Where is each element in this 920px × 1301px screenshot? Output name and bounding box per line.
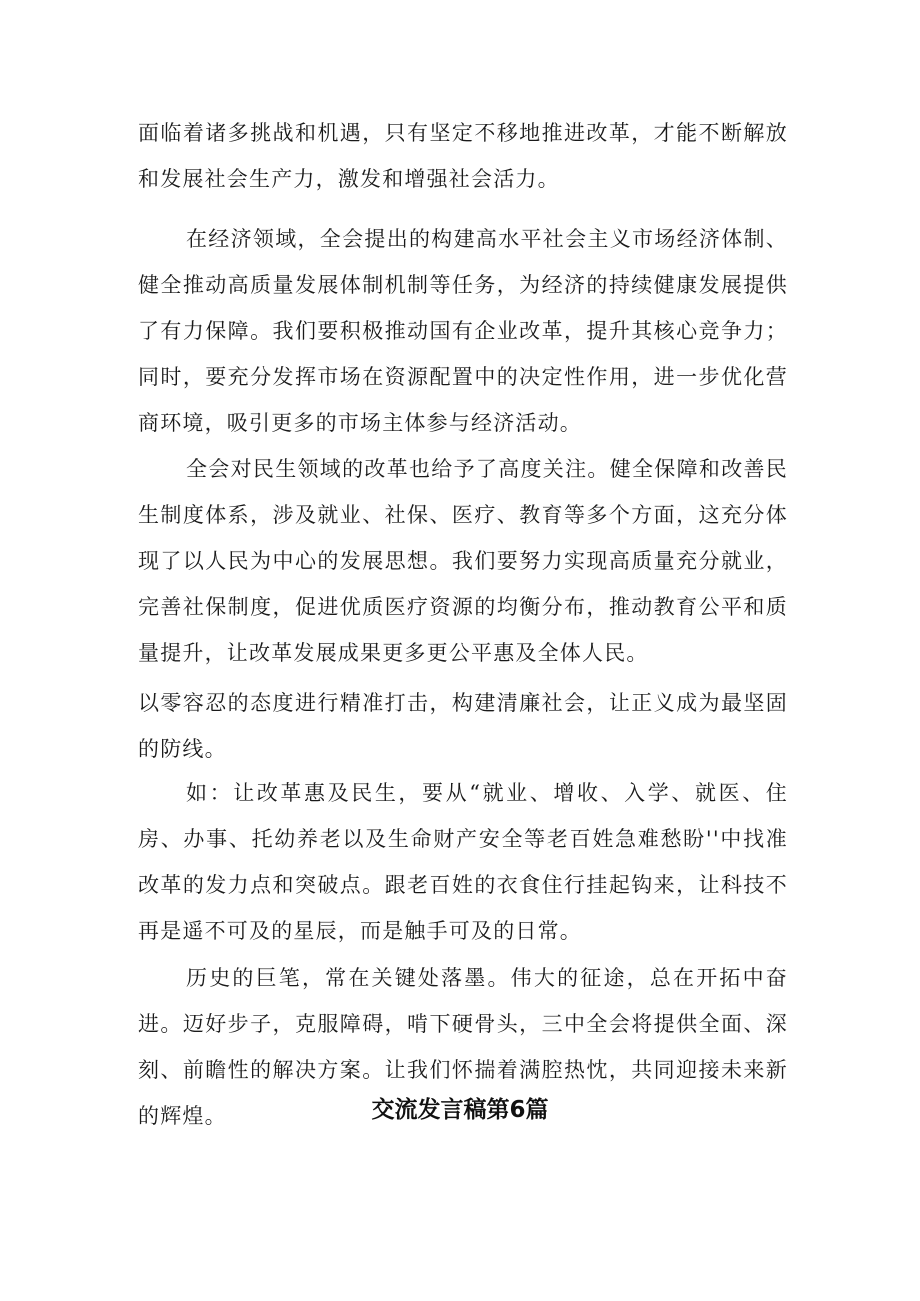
paragraph-zero-tolerance: 以零容忍的态度进行精准打击，构建清廉社会，让正义成为最坚固的防线。 bbox=[138, 691, 788, 761]
paragraph-example-livelihood: 如：让改革惠及民生，要从“就业、增收、入学、就医、住房、办事、托幼养老以及生命财产安全等老百姓急难愁盼''中找准改革的发力点和突破点。跟老百姓的衣食住行挂起钩来，让科技不再是遥不可及的星辰，而是触手可及的日常。 bbox=[138, 781, 788, 943]
paragraph-economic-field: 在经济领域，全会提出的构建高水平社会主义市场经济体制、健全推动高质量发展体制机制等任务，为经济的持续健康发展提供了有力保障。我们要积极推动国有企业改革，提升其核心竞争力；同时，要充分发挥市场在资源配置中的决定性作用，进一步优化营商环境，吸引更多的市场主体参与经济活动。 bbox=[138, 227, 788, 435]
section-heading: 交流发言稿第6篇 bbox=[371, 1097, 549, 1123]
paragraph-reform-challenges: 面临着诸多挑战和机遇，只有坚定不移地推进改革，才能不断解放和发展社会生产力，激发和增强社会活力。 bbox=[138, 121, 788, 191]
paragraph-livelihood-field: 全会对民生领域的改革也给予了高度关注。健全保障和改善民生制度体系，涉及就业、社保、医疗、教育等多个方面，这充分体现了以人民为中心的发展思想。我们要努力实现高质量充分就业，完善社保制度，促进优质医疗资源的均衡分布，推动教育公平和质量提升，让改革发展成果更多更公平惠及全体人民。 bbox=[138, 457, 788, 665]
paragraph-history-closing: 历史的巨笔，常在关键处落墨。伟大的征途，总在开拓中奋进。迈好步子，克服障碍，啃下硬骨头，三中全会将提供全面、深刻、前瞻性的解决方案。让我们怀揣着满腔热忱，共同迎接未来新的辉煌。 bbox=[138, 966, 788, 1128]
